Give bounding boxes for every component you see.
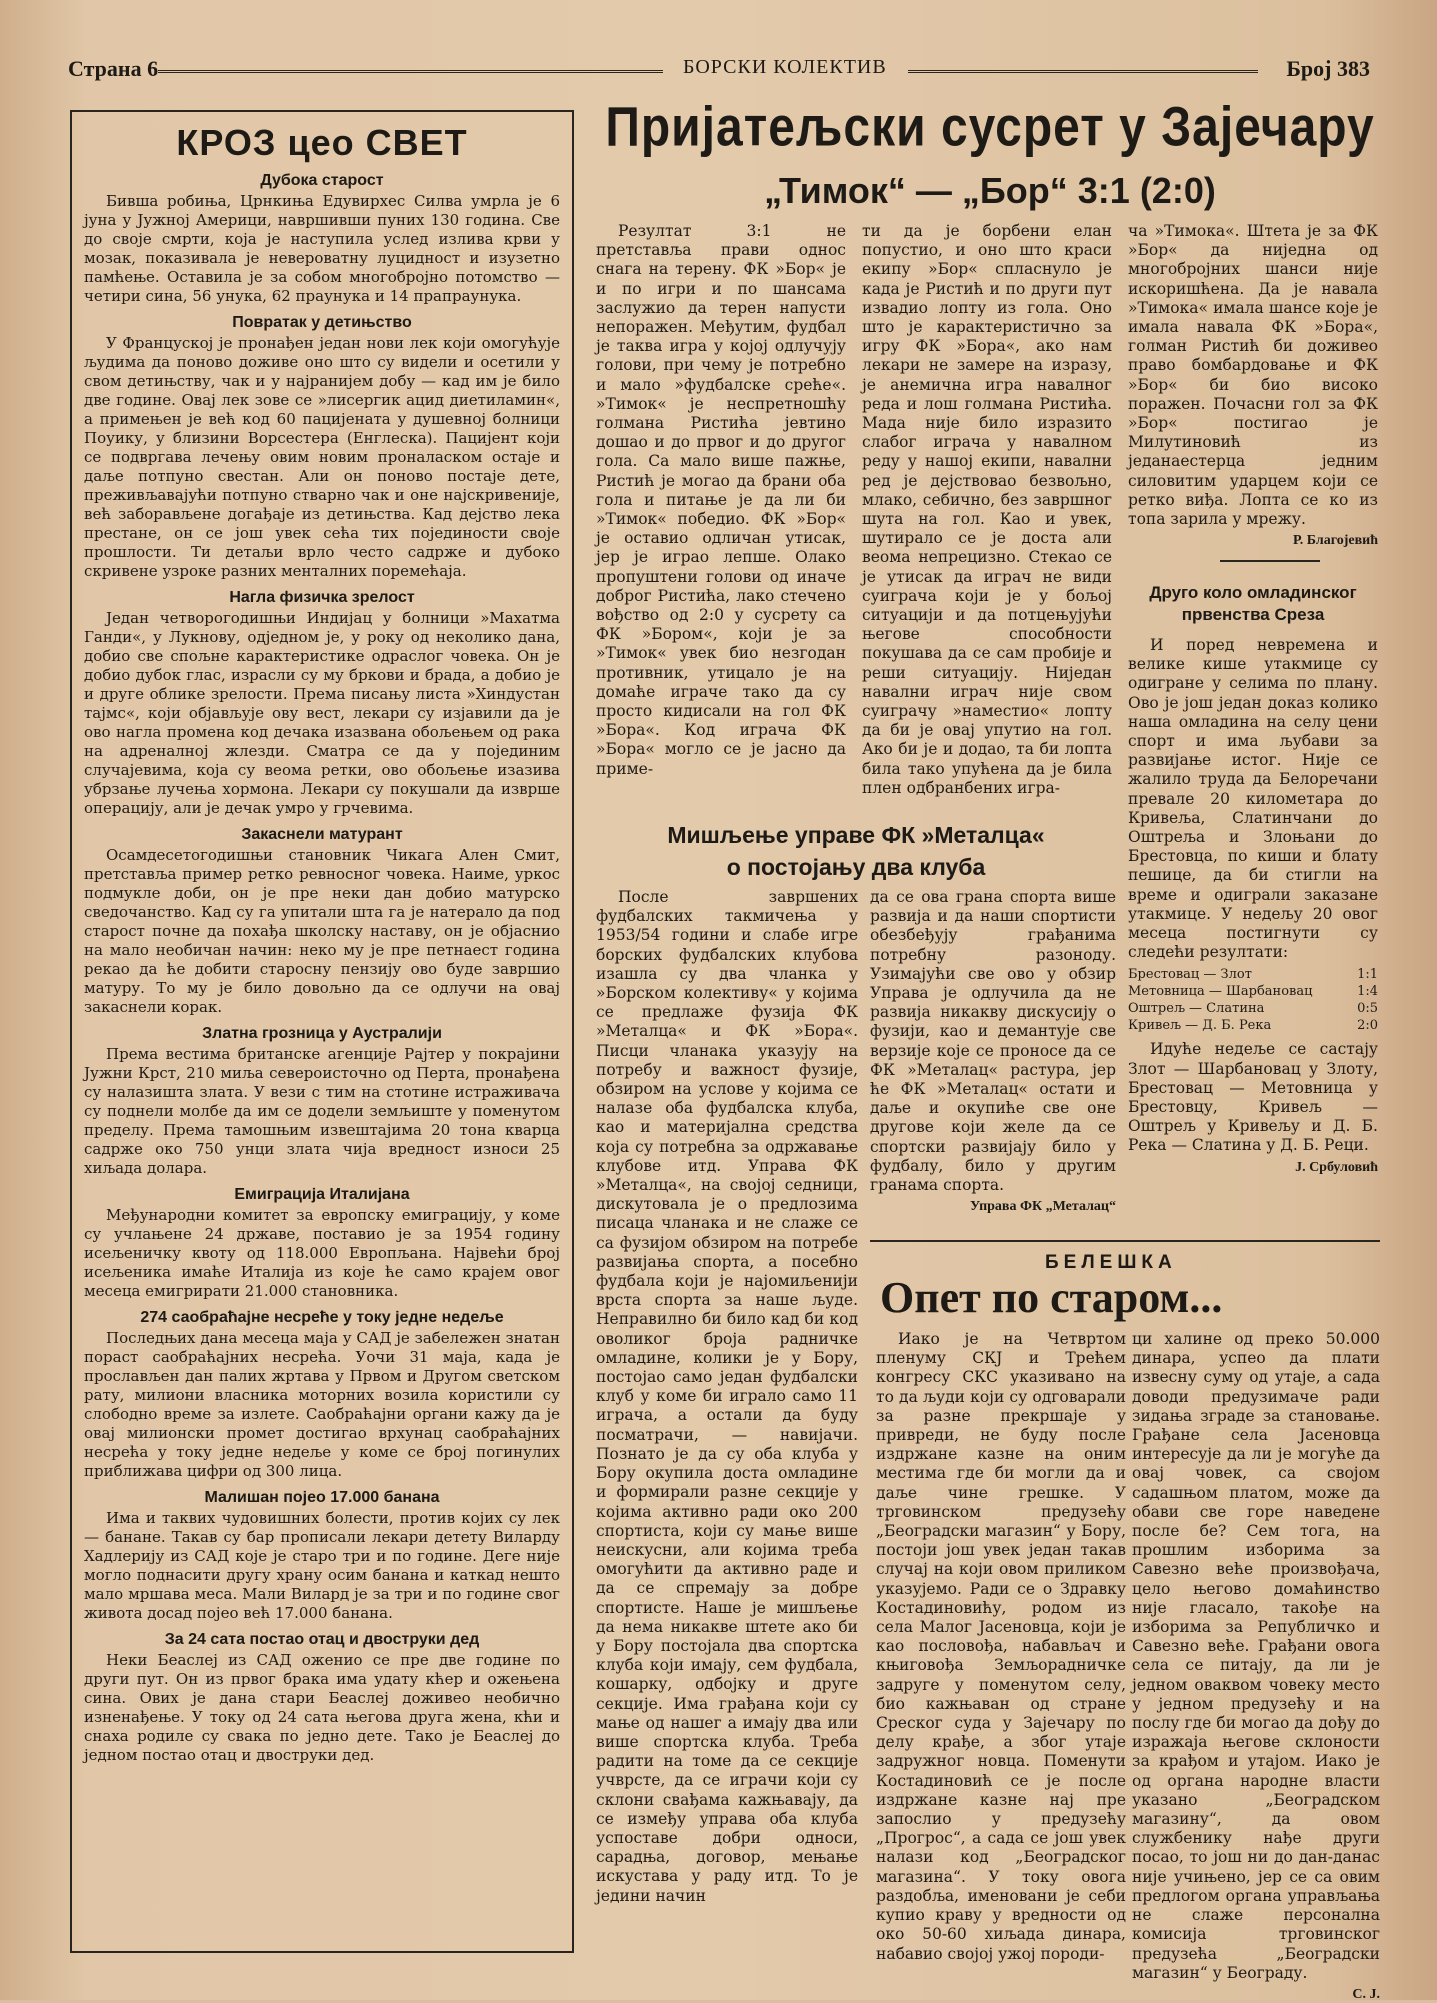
note-column-1 bbox=[876, 1330, 1126, 1963]
news-heading: Повратак у детињство bbox=[232, 314, 412, 331]
note-signature: С. Ј. bbox=[1352, 1986, 1380, 2002]
news-heading: Закаснели матурант bbox=[241, 826, 403, 843]
header-rule-left bbox=[158, 70, 663, 73]
page-header bbox=[68, 50, 1370, 90]
youth-headline: Друго коло омладинског првенства Среза bbox=[1149, 583, 1357, 624]
result-row: Метовница — Шарбановац 1:4 bbox=[1128, 984, 1378, 1000]
note-text: Иако је на Четвртом пленуму СКЈ и Трећем конгресу СКС указивано на то да људи који су одговарали за разне прекршаје у привреди, не буду после издржане казне на оним местима где би могли да и даље чине грешке. У трговинском предузећу „Београдски магазин“ у Бору, постоји још увек један такав случај на који овом приликом указујемо. Ради се о Здравку Костадиновићу, родом из села Малог Јасеновца, који је као пословођа, набављач и књиговођа Земљорадничке задруге у поменутом селу, био кажњаван од стране Среског суда у Зајечару по делу крађе, а због утаје задружног новца. Поменути Костадиновић се је после издржане казне нај пре запослио у предузећу „Прогрос“, а сада се још увек налази код „Београдског магазина“. У току овога раздобља, именовани је себи купио краву у вредности од око 50-60 хиљада динара, набавио својој ужој породи- bbox=[876, 1330, 1126, 1963]
news-heading: Златна грозница у Аустралији bbox=[202, 1025, 442, 1042]
match-text: Резултат 3:1 не претставља прави однос снага на терену. ФК »Бор« је и по игри и по шансама заслужио да терен напусти непоражен. Међутим, фудбал је таква игра у којој одлучују голови, при чему је потребно и мало »фудбалске среће«. »Тимок« је неспретношћу голмана Ристића јевтино дошао и до првог и до другог гола. Са мало више пажње, Ристић је могао да брани оба гола и питање је да ли би »Тимок« победио. ФК »Бор« је оставио одличан утисак, јер је играо лепше. Олако пропуштени голови од иначе доброг Ристића, лако стечено вођство од 2:0 у сусрету са ФК »Бором«, који је за »Тимок« увек био незгодан противник, утицало је на домаће играче тако да су просто кидисали на гол ФК »Бора«. Код играча ФК »Бора« могло се је јасно да приме- bbox=[596, 222, 846, 778]
news-text: У Француској је пронађен један нови лек који омогућује људима да поново доживе оно што су видели и осетили у свом детињству, чак и у најранијем добу — кад им је било две године. Овај лек зове се »лисергик ацид диетиламин«, а примењен је већ код 60 пацијената у душевној болници Поуику, у близини Ворсестера (Енглеска). Пацијент који се подвргава лечењу овим новим проналаском остаје и даље потпуно свестан. Али он поново постаје дете, преживљавајући потпуно стварно чак и оне најскривеније, већ заборављене догађаје из детињства. Кад дејство лека престане, он се још увек сећа тих појединости своје прошлости. Ти детаљи врло често садрже и дубоко скривене узроке разних менталних поремећаја. bbox=[84, 334, 560, 580]
issue-number: Број 383 bbox=[1286, 56, 1370, 81]
match-column-3 bbox=[1128, 222, 1378, 552]
youth-article bbox=[1128, 636, 1378, 1236]
match-headline: Пријатељски сусрет у Зајечару bbox=[605, 97, 1375, 158]
note-label: БЕЛЕШКА bbox=[1045, 1252, 1177, 1273]
match-text: ти да је борбени елан попустио, и оно што краси екипу »Бор« спласнуло је када је Ристић и по други пут извадио лопту из гола. Оно што је карактеристично за игру ФК »Бора«, ако нам лекари не замере на изразу, је анемична игра навалног реда и лош голмана Ристића. Мада није било изразито слабог играча у навалном реду у нашој екипи, навални ред је дејствовао безвољно, млако, себично, без завршног шута на гол. Као и увек, шутирало се је доста али веома непрецизно. Стекао се је утисак да играч не види суиграча који је у бољој ситуацији и да потцењујући његове способности покушава да се сам пробије и реши ситуацију. Ниједан навални играч није свом суиграчу »наместио« лопту да би је овај упутио на гол. Ако би је и додао, та би лопта била тако упућена да је била плен одбранбених игра- bbox=[862, 222, 1112, 797]
result-row: Кривељ — Д. Б. Река 2:0 bbox=[1128, 1018, 1378, 1034]
news-text: Последњих дана месеца маја у САД је забележен знатан пораст саобраћајних несрећа. Уочи 31 маја, када је прослављен дан палих жртава у Првом и Другом светском рату, милиони власника моторних возила користили су слободно време за излете. Саобраћајни органи кажу да је овај милионски промет достигао врхунац саобраћајних несрећа у току једне недеље у коме се број погинулих приближава цифри од 300 лица. bbox=[84, 1329, 560, 1480]
youth-text: И поред невремена и велике кише утакмице су одигране у селима по плану. Ово је још један доказ колико наша омладина на селу цени спорт и има љубави за развијање истог. Није се жалило труда да Белоречани превале 20 километара до Кривеља, Слатинчани до Оштреља и Злоњани до Брестовца, по киши и блату пешице, да би стигли на време и одиграли заказане утакмице. У недељу 20 овог месеца постигнути су следећи резултати: bbox=[1128, 636, 1378, 962]
metalac-text: да се ова грана спорта више развија и да наши спортисти обезбеђују грађанима потребну разоноду. Узимајући све ово у обзир Управа је одлучила да не развија никакву дискусију о фузији, као и демантује све верзије које се проносе да се ФК »Металац« растура, јер ће ФК »Металац« остати и даље и окупиће све оне другове који желе да се спортски развијају било у фудбалу, било у другим гранама спорта. bbox=[870, 888, 1116, 1195]
metalac-column-1 bbox=[596, 888, 858, 1950]
youth-text: Идуће недеље се састају Злот — Шарбановац у Злоту, Брестовац — Метовница у Брестовцу, Кривељ — Оштрељ у Кривељу и Д. Б. Река — Слатина у Д. Б. Реци. bbox=[1128, 1040, 1378, 1155]
news-text: Међународни комитет за европску емиграцију, у коме су учлањене 24 државе, поставио је за 1954 годину исељеничку квоту од 118.000 Европљана. Највећи број исељеника имаће Италија из које ће само крајем овог месеца емигрирати 21.000 становника. bbox=[84, 1206, 560, 1300]
news-heading: 274 саобраћајне несреће у току једне недеље bbox=[140, 1309, 504, 1326]
match-column-2 bbox=[862, 222, 1112, 797]
world-news-box bbox=[70, 110, 574, 1953]
separator-rule bbox=[1220, 560, 1320, 562]
news-text: Неки Беаслеј из САД оженио се пре две године по други пут. Он из првог брака има удату кћер и ожењена сина. Ових је дана стари Беаслеј доживео необично изненађење. У току од 24 сата његова друга жена, кћи и снаха родиле су свака по једно дете. Тако је Беаслеј до једном постао отац и двоструки дед. bbox=[84, 1651, 560, 1764]
note-column-2 bbox=[1132, 1330, 1380, 2002]
metalac-signature: Управа ФК „Металац“ bbox=[969, 1199, 1116, 1215]
news-heading: Емиграција Италијана bbox=[234, 1186, 410, 1203]
header-rule-right bbox=[908, 70, 1258, 73]
news-text: Бивша робиња, Црнкиња Едувирхес Силва умрла је 6 јуна у Јужној Америци, навршивши пуних 130 година. Све до своје смрти, која је наступила услед излива крви у мозак, показивала је невероватну луцидност и изузетно памћење. Оставила је за собом многобројно потомство — четири сина, 56 унука, 62 праунука и 14 прапраунука. bbox=[84, 192, 560, 305]
note-headline: Опет по старом... bbox=[880, 1273, 1223, 1322]
metalac-headline: Мишљење управе ФК »Металца« bbox=[667, 822, 1045, 848]
world-news-title: КРОЗ цео СВЕТ bbox=[176, 122, 468, 163]
match-signature: Р. Благојевић bbox=[1292, 533, 1378, 549]
results-table bbox=[1128, 966, 1378, 1034]
match-column-1 bbox=[596, 222, 846, 782]
news-heading: Малишан појео 17.000 банана bbox=[204, 1489, 440, 1506]
match-text: ча »Тимока«. Штета је за ФК »Бор« да ниједна од многобројних шанси није искоришћена. Да је навала »Тимока« имала шансе које је имала навала ФК »Бора«, голман Ристић би доживео право бомбардовање и ФК »Бор« би био високо поражен. Почасни гол за ФК »Бор« постигао је Милутиновић из једанаестерца једним силовитим ударцем који се ретко виђа. Лопта се ко из топа зарила у мрежу. bbox=[1128, 222, 1378, 529]
result-row: Брестовац — Злот 1:1 bbox=[1128, 967, 1378, 983]
news-heading: Дубока старост bbox=[260, 172, 384, 189]
metalac-text: После завршених фудбалских такмичења у 1953/54 години и слабе игре борских фудбалских клубова изашла су два чланка у »Борском колективу« у којима се предлаже фузија ФК »Металца« и ФК »Бора«. Писци чланака указују на потребу и важност фузије, обзиром на услове у којима се налазе оба фудбалска клуба, као и материјална средства која су потребна за одржавање клубове итд. Управа ФК »Металца«, на својој седници, дискутовала је о предлозима писаца чланака и не слаже се са фузијом обзиром на потребе развијања спорта, а посебно фудбала који је најомиљенији врста спорта за наше људе. Неправилно би било кад би код оволиког броја радничке омладине, колики је у Бору, постојао само један фудбалски клуб у коме би играло само 11 играча, а остали да буду посматрачи, — навијачи. Познато је да су оба клуба у Бору окупила доста омладине и формирали разне секције у којима активно ради око 200 спортиста, који су мање више неискусни, али којима треба омогућити да активно раде и да се спремају за добре спортисте. Наше је мишљење да нема никакве штете ако би у Бору постојала два спортска клуба који имају, сем фудбала, кошарку, одбојку и друге секције. Има грађана који су мање од нашег а имају два или више спортска клуба. Треба радити на томе да се секције учврсте, да се играчи који су склони свађама кажњавају, да се између управа оба клуба успоставе добри односи, сарадња, договор, мењање искустава у раду итд. То је једини начин bbox=[596, 888, 858, 1905]
news-heading: Нагла физичка зрелост bbox=[229, 589, 415, 606]
news-heading: За 24 сата постао отац и двоструки дед bbox=[164, 1631, 480, 1648]
news-text: Осамдесетогодишњи становник Чикага Ален Смит, претставља пример ретко ревносног човека. Наиме, уркос подмукле доби, он је пре неки дан добио матурско сведочанство. Кад су га упитали шта га је натерало да под старост почне да похађа школску наставу, он је објаснио на мало необичан начин: неко му је пре петнаест година рекао да ће добити старосну пензију ово буде завршио матуру. То му је било довољно да се одлучи на овај закаснели корак. bbox=[84, 846, 560, 1016]
news-text: Један четворогодишњи Индијац у болници »Махатма Ганди«, у Лукнову, одједном је, у року од неколико дана, добио све спољне карактеристике одраслог човека. Он је добио дубок глас, израсли су му бркови и брада, а добио је и друге облике зрелости. Према писању листа »Хиндустан тајмс«, који објављује ову вест, лекари су изјавили да је ово нагла промена код дечака изазвана обољењем од рака на адреналној жлезди. Сматра се да у појединим случајевима, која су веома ретки, ово обољење изазива убрзање лучења хормона. Лекари су покушали да изврше операцију, али је дечак умро у грчевима. bbox=[84, 609, 560, 817]
news-text: Према вестима британске агенције Рајтер у покрајини Јужни Крст, 210 миља североисточно од Перта, пронађена су налазишта злата. У вези с тим на стотине истраживача су поднели молбе да им се додели земљиште у поменутом пределу. Према тамошњим извештајима 20 тона кварца садрже око 750 унци злата чија вредност износи 25 хиљада долара. bbox=[84, 1045, 560, 1177]
metalac-column-2 bbox=[870, 888, 1116, 1233]
separator-rule bbox=[870, 1240, 1380, 1242]
youth-signature: Ј. Србуловић bbox=[1295, 1159, 1378, 1175]
match-score-headline: „Тимок“ — „Бор“ 3:1 (2:0) bbox=[764, 170, 1216, 211]
result-row: Оштрељ — Слатина 0:5 bbox=[1128, 1001, 1378, 1017]
newspaper-name: БОРСКИ КОЛЕКТИВ bbox=[683, 56, 887, 78]
metalac-headline-2: о постојању два клуба bbox=[726, 854, 986, 880]
page-number: Страна 6 bbox=[68, 56, 159, 81]
news-text: Има и таквих чудовишних болести, против којих су лек — банане. Такав су бар прописали лекари детету Виларду Хадлерију из САД које је старо три и по године. Деге није могло поднасити другу храну осим банана и каткад нешто мало мршава меса. Мали Вилард је за три и по године свог живота досад појео већ 17.000 банана. bbox=[84, 1509, 560, 1622]
note-text: ци халине од преко 50.000 динара, успео да плати извесну суму од утаје, а сада доводи предузимаче ради зидања зграде за становање. Грађане села Јасеновца интересује да ли је могуће да овај човек, са својом садашњом платом, може да обави све горе наведене после бе? Сем тога, на прошлим изборима за Савезно веће произвођача, цело његово домаћинство није гласало, такође на изборима за Републичко и Савезно веће. Грађани овога села се питају, да ли је једном оваквом човеку место у једном предузећу и на послу где би могао да дођу до изражаја његове склоности за крађом и утајом. Иако је од органа народне власти указано „Београдском магазину“, да овом службенику нађе други посао, то још ни до дан-данас није учињено, јер се са овим предлогом органа управљања не слаже персонална комисија трговинског предузећа „Београдски магазин“ у Београду. bbox=[1132, 1330, 1380, 1982]
